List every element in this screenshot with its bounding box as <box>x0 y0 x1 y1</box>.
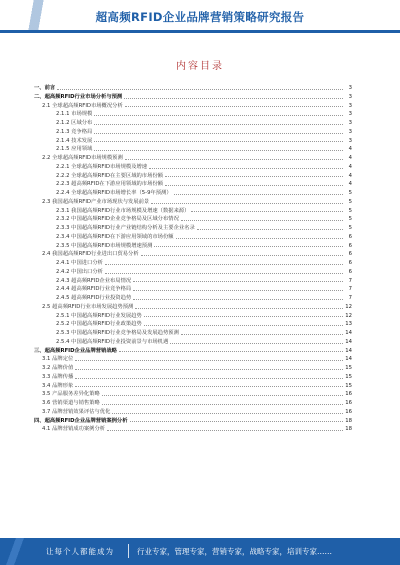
toc-entry-label: 2.5.2 中国超高频RFID行业政策趋势 <box>56 321 142 328</box>
toc-leader-dots <box>165 185 343 186</box>
toc-leader-dots <box>119 351 343 352</box>
toc-leader-dots <box>154 246 343 247</box>
toc-entry[interactable] <box>34 163 352 172</box>
toc-entry[interactable] <box>34 233 352 242</box>
toc-entry-page: 14 <box>345 330 352 336</box>
toc-entry-label: 2.2 全球超高频RFID市场规模预测 <box>42 155 123 161</box>
toc-leader-dots <box>102 395 343 396</box>
toc-leader-dots <box>133 281 343 282</box>
toc-leader-dots <box>197 229 343 230</box>
toc-entry-label: 2.5.4 中国超高频RFID行业投资前景与市场机遇 <box>56 338 169 345</box>
toc-leader-dots <box>105 273 343 274</box>
toc-entry[interactable] <box>34 93 352 102</box>
toc-entry-page: 5 <box>348 216 352 223</box>
toc-entry-page: 3 <box>348 137 352 144</box>
toc-entry-page: 12 <box>345 303 352 310</box>
toc-entry-label: 2.4.2 中国出口分析 <box>56 268 103 275</box>
toc-entry-page: 3 <box>348 128 352 135</box>
toc-leader-dots <box>174 194 343 195</box>
toc-entry-page: 16 <box>345 400 352 406</box>
toc-entry[interactable] <box>34 259 352 268</box>
toc-leader-dots <box>124 98 343 99</box>
toc-entry-label: 2.3.4 中国超高频RFID在下游应用领域的市场份额 <box>56 233 174 240</box>
toc-leader-dots <box>125 106 343 107</box>
toc-entry-label: 2.5 超高频RFID行业市场发展趋势预测 <box>42 303 134 310</box>
toc-entry-label: 2.3.2 中国超高频RFID企业竞争格局及区域分布情况 <box>56 216 179 223</box>
table-of-contents <box>34 84 352 434</box>
page-footer <box>0 538 400 565</box>
toc-heading: 内容目录 <box>176 61 224 72</box>
toc-entry-page: 13 <box>345 321 352 328</box>
toc-leader-dots <box>94 133 343 134</box>
toc-leader-dots <box>133 299 343 300</box>
toc-entry-page: 15 <box>345 365 352 371</box>
toc-entry-label: 2.5.3 中国超高频RFID行业竞争格局及发展趋势预测 <box>56 330 179 336</box>
toc-entry-page: 15 <box>345 382 352 389</box>
toc-entry-page: 14 <box>345 347 352 354</box>
toc-entry-label: 三、超高频RFID企业品牌营销战略 <box>34 347 117 354</box>
toc-entry-label: 2.2.2 全球超高频RFID在主要区域的市场份额 <box>56 172 163 179</box>
footer-divider <box>128 544 129 558</box>
toc-entry-page: 16 <box>345 408 352 415</box>
toc-entry[interactable] <box>34 198 352 207</box>
toc-leader-dots <box>151 203 343 204</box>
toc-entry[interactable] <box>34 382 352 391</box>
toc-leader-dots <box>144 325 343 326</box>
toc-entry-page: 6 <box>348 251 352 258</box>
toc-entry-page: 4 <box>348 181 352 188</box>
toc-leader-dots <box>57 89 343 90</box>
toc-leader-dots <box>75 386 343 387</box>
toc-entry-label: 二、超高频RFID行业市场分析与预测 <box>34 93 123 100</box>
toc-leader-dots <box>191 211 343 212</box>
toc-entry-page: 4 <box>348 155 352 161</box>
toc-entry[interactable] <box>34 329 352 338</box>
toc-entry-page: 4 <box>348 146 352 153</box>
toc-leader-dots <box>75 360 343 361</box>
toc-entry[interactable] <box>34 277 352 286</box>
toc-entry-label: 2.1.4 技术发展 <box>56 137 93 144</box>
toc-entry-page: 4 <box>348 172 352 179</box>
toc-entry[interactable] <box>34 250 352 259</box>
toc-entry[interactable] <box>34 294 352 303</box>
toc-entry[interactable] <box>34 128 352 137</box>
toc-leader-dots <box>176 238 343 239</box>
toc-entry-label: 2.4 我国超高频RFID行业进出口贸易分析 <box>42 251 139 258</box>
toc-leader-dots <box>130 421 343 422</box>
toc-entry[interactable] <box>34 364 352 373</box>
toc-entry-page: 3 <box>348 120 352 126</box>
toc-entry[interactable] <box>34 390 352 399</box>
toc-entry-label: 2.1.2 区域分布 <box>56 120 93 126</box>
toc-leader-dots <box>105 264 343 265</box>
toc-entry[interactable] <box>34 189 352 198</box>
toc-entry-page: 7 <box>348 286 352 293</box>
toc-entry[interactable] <box>34 320 352 329</box>
toc-entry-page: 6 <box>348 260 352 266</box>
toc-entry-page: 12 <box>345 312 352 319</box>
toc-entry-label: 3.2 品牌价值 <box>42 365 74 371</box>
toc-entry[interactable] <box>34 172 352 181</box>
toc-entry-page: 14 <box>345 338 352 345</box>
toc-entry-label: 2.1 全球超高频RFID市场概况分析 <box>42 102 123 109</box>
toc-entry[interactable] <box>34 338 352 347</box>
toc-entry-label: 2.4.5 超高频RFID行业投资趋势 <box>56 295 132 301</box>
toc-entry[interactable] <box>34 102 352 111</box>
toc-leader-dots <box>149 168 343 169</box>
page-header <box>0 0 400 34</box>
toc-leader-dots <box>181 334 343 335</box>
toc-entry-label: 2.1.1 市场规模 <box>56 111 93 118</box>
toc-leader-dots <box>102 404 343 405</box>
toc-entry-label: 2.3.5 中国超高频RFID市场规模增速预测 <box>56 242 153 249</box>
toc-entry-page: 15 <box>345 373 352 380</box>
toc-entry[interactable] <box>34 242 352 251</box>
toc-entry-page: 5 <box>348 198 352 205</box>
toc-entry[interactable] <box>34 180 352 189</box>
toc-entry-label: 2.2.3 超高频RFID在下游应用领域的市场份额 <box>56 181 163 188</box>
toc-entry[interactable] <box>34 224 352 233</box>
toc-leader-dots <box>141 255 343 256</box>
toc-entry-page: 6 <box>348 268 352 275</box>
toc-entry-label: 2.4.1 中国进口分析 <box>56 260 103 266</box>
toc-entry-page: 3 <box>348 102 352 109</box>
toc-leader-dots <box>75 378 343 379</box>
toc-entry-label: 2.1.5 应用领域 <box>56 146 93 153</box>
toc-entry[interactable] <box>34 399 352 408</box>
toc-entry-label: 2.1.3 竞争格局 <box>56 128 93 135</box>
toc-entry[interactable] <box>34 154 352 163</box>
toc-leader-dots <box>133 290 343 291</box>
toc-entry-page: 4 <box>348 163 352 170</box>
toc-entry-page: 14 <box>345 356 352 363</box>
toc-entry-label: 3.3 品牌传播 <box>42 373 74 380</box>
toc-leader-dots <box>94 141 343 142</box>
toc-entry[interactable] <box>34 137 352 146</box>
toc-entry-page: 3 <box>348 93 352 100</box>
toc-entry-label: 2.4.3 超高频RFID企业布局情况 <box>56 277 132 284</box>
toc-entry[interactable] <box>34 303 352 312</box>
toc-leader-dots <box>144 316 343 317</box>
toc-entry-label: 2.3 我国超高频RFID产业市场现状与发展前景 <box>42 198 150 205</box>
toc-entry-page: 16 <box>345 391 352 398</box>
toc-entry[interactable] <box>34 373 352 382</box>
toc-entry[interactable] <box>34 355 352 364</box>
toc-entry-page: 18 <box>345 417 352 424</box>
toc-entry-label: 3.7 品牌营销效果评估与优化 <box>42 408 111 415</box>
toc-entry-label: 2.4.4 超高频RFID行业竞争格局 <box>56 286 132 293</box>
footer-decoration <box>0 538 30 565</box>
toc-entry[interactable] <box>34 145 352 154</box>
toc-leader-dots <box>125 159 343 160</box>
toc-entry[interactable] <box>34 347 352 356</box>
toc-entry[interactable] <box>34 215 352 224</box>
footer-tagline: 行业专家，管理专家，营销专家，战略专家，培训专家…… <box>137 547 332 556</box>
report-title: 超高频RFID企业品牌营销策略研究报告 <box>95 10 305 24</box>
toc-leader-dots <box>112 413 343 414</box>
toc-leader-dots <box>135 308 343 309</box>
toc-entry[interactable] <box>34 425 352 434</box>
toc-entry-label: 3.6 营销渠道与销售策略 <box>42 400 100 406</box>
toc-entry-page: 3 <box>348 85 352 91</box>
toc-entry-page: 5 <box>348 190 352 196</box>
toc-entry-label: 3.4 品牌形象 <box>42 382 74 389</box>
toc-entry-label: 3.5 产品服务差异化策略 <box>42 391 100 398</box>
toc-entry[interactable] <box>34 312 352 321</box>
toc-entry[interactable] <box>34 268 352 277</box>
toc-entry-label: 2.2.4 全球超高频RFID市场增长率（5-9年预测） <box>56 190 172 196</box>
toc-entry-page: 6 <box>348 233 352 240</box>
toc-entry-page: 3 <box>348 111 352 118</box>
toc-entry-page: 7 <box>348 295 352 301</box>
toc-leader-dots <box>170 343 343 344</box>
toc-entry[interactable] <box>34 207 352 216</box>
toc-entry-page: 6 <box>348 242 352 249</box>
toc-entry-label: 2.2.1 全球超高频RFID市场规模及增速 <box>56 163 148 170</box>
toc-entry-label: 2.3.1 我国超高频RFID行业市场规模及增速（数据来源） <box>56 207 190 214</box>
toc-entry-label: 2.5.1 中国超高频RFID行业发展趋势 <box>56 312 142 319</box>
header-rule <box>0 30 400 33</box>
toc-entry-page: 5 <box>348 225 352 231</box>
toc-entry-label: 3.1 品牌定位 <box>42 356 74 363</box>
toc-entry-page: 18 <box>345 426 352 433</box>
toc-entry[interactable] <box>34 417 352 426</box>
toc-leader-dots <box>94 124 343 125</box>
toc-entry-page: 7 <box>348 277 352 284</box>
toc-leader-dots <box>107 430 343 431</box>
toc-leader-dots <box>75 369 343 370</box>
toc-entry-label: 四、超高频RFID企业品牌营销案例分析 <box>34 417 128 424</box>
toc-entry-page: 5 <box>348 207 352 214</box>
toc-entry-label: 2.3.3 中国超高频RFID行业产业链结构分析及主要企业名录 <box>56 225 195 231</box>
toc-entry[interactable] <box>34 119 352 128</box>
toc-entry[interactable] <box>34 285 352 294</box>
toc-entry-label: 一、前言 <box>34 85 56 91</box>
toc-entry-label: 4.1 品牌营销成功案例分析 <box>42 426 106 433</box>
toc-entry[interactable] <box>34 84 352 93</box>
toc-leader-dots <box>94 115 343 116</box>
toc-entry[interactable] <box>34 110 352 119</box>
toc-leader-dots <box>181 220 343 221</box>
toc-leader-dots <box>165 176 343 177</box>
footer-slogan: 让每个人都能成为 <box>46 547 114 556</box>
toc-entry[interactable] <box>34 408 352 417</box>
toc-leader-dots <box>94 150 343 151</box>
